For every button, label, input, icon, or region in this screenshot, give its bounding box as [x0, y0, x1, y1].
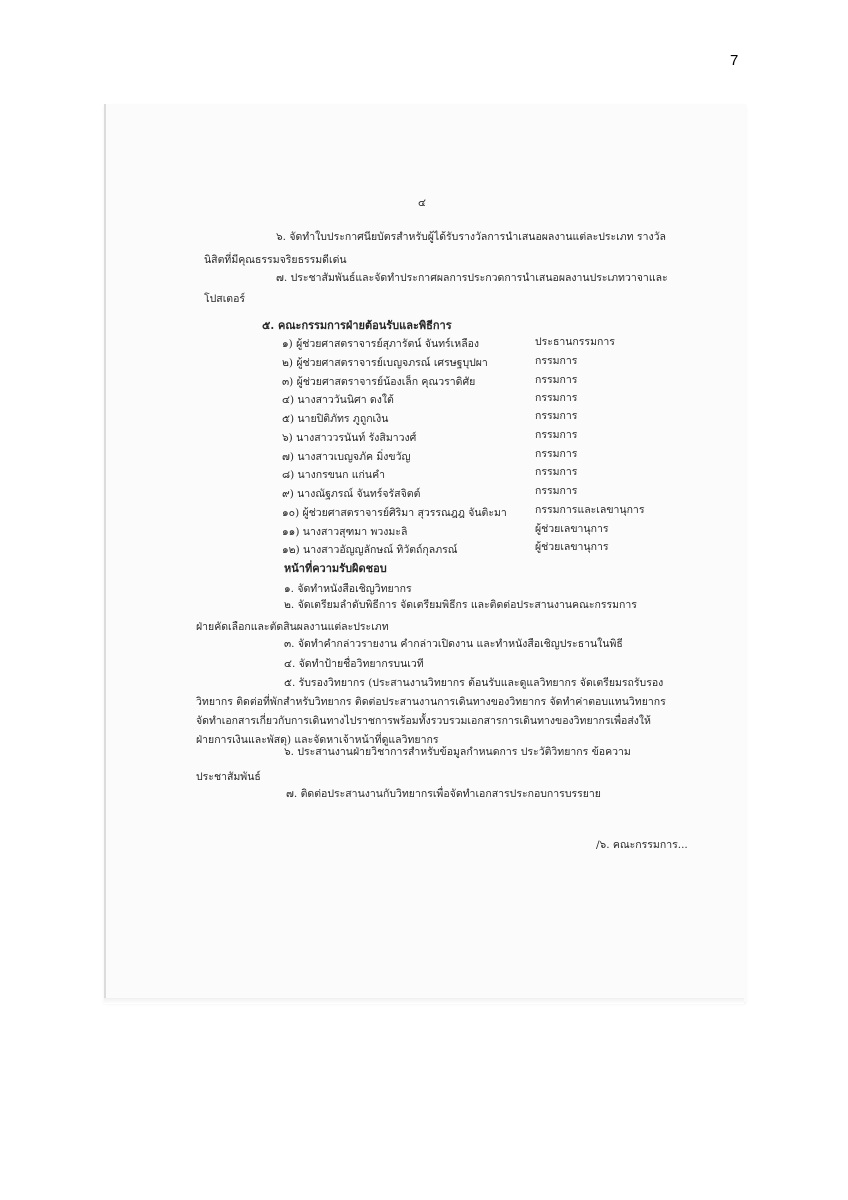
continuation-note: /๖. คณะกรรมการ...	[596, 839, 688, 851]
duty-line: ๕. รับรองวิทยากร (ประสานงานวิทยากร ต้อนรับและดูแลวิทยากร จัดเตรียมรถรับรอง	[284, 677, 664, 689]
duty-line: ฝ่ายคัดเลือกและตัดสินผลงานแต่ละประเภท	[196, 621, 389, 633]
member-name: ๑๑) นางสาวสุฑมา พวงมะลิ	[282, 526, 408, 538]
member-name: ๕) นายปิติภัทร ภูถูกเงิน	[282, 413, 389, 425]
member-name: ๑๒) นางสาวอัญญลักษณ์ ทิวัตถ์กุลภรณ์	[282, 544, 458, 556]
duty-line: ฝ่ายการเงินและพัสดุ) และจัดหาเจ้าหน้าที่ดูแลวิทยากร	[196, 734, 439, 746]
member-role: กรรมการ	[535, 410, 578, 422]
duties-heading: หน้าที่ความรับผิดชอบ	[284, 562, 387, 575]
task-line: ๖. จัดทำใบประกาศนียบัตรสำหรับผู้ได้รับรางวัลการนำเสนอผลงานแต่ละประเภท รางวัล	[276, 231, 666, 243]
inner-page-number: ๔	[418, 197, 426, 209]
member-role: กรรมการ	[535, 355, 578, 367]
task-line: โปสเตอร์	[204, 293, 246, 305]
member-role: ผู้ช่วยเลขานุการ	[535, 523, 609, 535]
member-role: กรรมการ	[535, 374, 578, 386]
member-role: กรรมการ	[535, 485, 578, 497]
task-line: ๗. ประชาสัมพันธ์และจัดทำประกาศผลการประกวดการนำเสนอผลงานประเภทวาจาและ	[276, 272, 668, 284]
duty-line: ๓. จัดทำคำกล่าวรายงาน คำกล่าวเปิดงาน และทำหนังสือเชิญประธานในพิธี	[284, 638, 623, 650]
duty-line: ๗. ติดต่อประสานงานกับวิทยากรเพื่อจัดทำเอกสารประกอบการบรรยาย	[286, 788, 601, 800]
member-role: กรรมการ	[535, 448, 578, 460]
duty-line: ๒. จัดเตรียมลำดับพิธีการ จัดเตรียมพิธีกร และติดต่อประสานงานคณะกรรมการ	[284, 599, 637, 611]
duty-line: ๑. จัดทำหนังสือเชิญวิทยากร	[284, 583, 412, 595]
duty-line: ๔. จัดทำป้ายชื่อวิทยากรบนเวที	[284, 658, 424, 670]
member-name: ๗) นางสาวเบญจภัค มิ่งขวัญ	[282, 451, 411, 463]
member-name: ๙) นางณัฐภรณ์ จันทร์จรัสจิตต์	[282, 488, 421, 500]
member-name: ๔) นางสาววันนิศา ดงใต้	[282, 394, 394, 406]
member-name: ๑) ผู้ช่วยศาสตราจารย์สุภารัตน์ จันทร์เหลือง	[282, 338, 480, 350]
page-number: 7	[730, 52, 739, 69]
member-role: ผู้ช่วยเลขานุการ	[535, 541, 609, 553]
duty-line: ๖. ประสานงานฝ่ายวิชาการสำหรับข้อมูลกำหนดการ ประวัติวิทยากร ข้อความ	[284, 746, 631, 758]
member-role: กรรมการ	[535, 392, 578, 404]
member-name: ๘) นางกรขนก แก่นคำ	[282, 469, 386, 481]
member-role: กรรมการ	[535, 466, 578, 478]
member-name: ๓) ผู้ช่วยศาสตราจารย์น้องเล็ก คุณวราดิศัย	[282, 376, 476, 388]
member-name: ๒) ผู้ช่วยศาสตราจารย์เบญจภรณ์ เศรษฐบุปผา	[282, 357, 488, 369]
duty-line: วิทยากร ติดต่อที่พักสำหรับวิทยากร ติดต่อประสานงานการเดินทางของวิทยากร จัดทำค่าตอบแทนวิทยากร	[196, 696, 666, 708]
duty-line: ประชาสัมพันธ์	[196, 771, 261, 783]
member-name: ๖) นางสาววรนันท์ รังสิมาวงศ์	[282, 432, 417, 444]
member-role: กรรมการ	[535, 429, 578, 441]
member-role: กรรมการและเลขานุการ	[535, 504, 645, 516]
committee-heading: ๕. คณะกรรมการฝ่ายต้อนรับและพิธีการ	[262, 319, 452, 332]
task-line: นิสิตที่มีคุณธรรมจริยธรรมดีเด่น	[204, 254, 347, 266]
member-role: ประธานกรรมการ	[535, 336, 615, 348]
member-name: ๑๐) ผู้ช่วยศาสตราจารย์ศิริมา สุวรรณฎฎ จันติะมา	[282, 507, 507, 519]
scan-edge	[104, 998, 744, 1004]
duty-line: จัดทำเอกสารเกี่ยวกับการเดินทางไปราชการพร้อมทั้งรวบรวมเอกสารการเดินทางของวิทยากรเพื่อส่งให้	[196, 715, 651, 727]
